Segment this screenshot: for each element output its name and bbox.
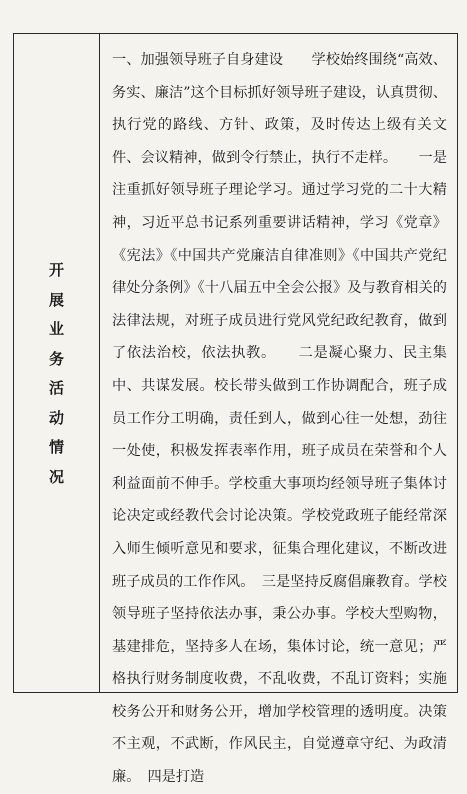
form-table <box>13 33 458 786</box>
label-char: 展 <box>48 290 64 309</box>
label-char: 业 <box>48 320 64 338</box>
label-char: 活 <box>48 379 64 397</box>
label-char: 开 <box>48 261 64 279</box>
label-char: 情 <box>48 438 64 456</box>
section-label <box>14 256 99 492</box>
content-paragraph: 一、加强领导班子自身建设 学校始终围绕“高效、务实、廉洁”这个目标抓好领导班子建设，认真贯彻、执行党的路线、方针、政策，及时传达上级有关文件、会议精神，做到令行禁止，执行不走样。 一是注重抓好领导班子理论学习。通过学习党的二十大精神，习近平总书记系列重要讲话精神，学习《党章》《宪法》《中国共产党廉洁自律准则》《中国共产党纪律处分条例》《十八届五中全会公报》及与教育相关的法律法规，对班子成员进行党风党纪政纪教育，做到了依法治校，依法执教。 二是凝心聚力、民主集中、共谋发展。校长带头做到工作协调配合，班子成员工作分工明确，责任到人，做到心往一处想，劲往一处使，积极发挥表率作用，班子成员在荣誉和个人利益面前不伸手。学校重大事项均经领导班子集体讨论决定或经教代会讨论决策。学校党政班子能经常深入师生倾听意见和要求，征集合理化建议，不断改进班子成员的工作作风。 三是坚持反腐倡廉教育。学校领导班子坚持依法办事，秉公办事。学校大型购物，基建排危，坚持多人在场，集体讨论，统一意见；严格执行财务制度收费，不乱收费，不乱订资料；实施校务公开和财务公开，增加学校管理的透明度。决策不主观，不武断，作风民主，自觉遵章守纪、为政清廉。 四是打造 <box>112 52 447 786</box>
label-char: 务 <box>48 349 64 368</box>
label-char: 况 <box>48 467 64 486</box>
label-char: 动 <box>48 408 64 427</box>
content-column <box>100 34 457 786</box>
label-column <box>14 34 100 692</box>
